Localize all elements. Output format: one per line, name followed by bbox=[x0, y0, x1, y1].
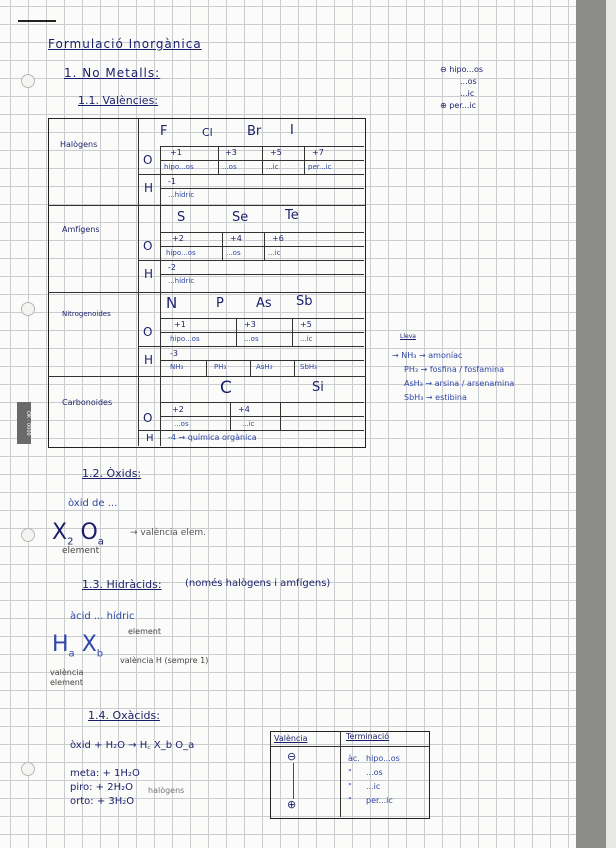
section-1-3-heading: 1.3. Hidràcids: bbox=[82, 578, 162, 591]
table-divider bbox=[160, 146, 161, 446]
punch-hole bbox=[21, 762, 35, 776]
prefix-piro: piro: + 2H₂O bbox=[70, 782, 134, 793]
suffix: ...os bbox=[174, 420, 189, 428]
h-suffix: AsH₃ bbox=[256, 363, 273, 371]
element-symbol: P bbox=[216, 296, 224, 311]
minus-sign: ⊖ bbox=[287, 750, 297, 763]
amfigens-label: Amfígens bbox=[62, 225, 100, 234]
col-line bbox=[230, 402, 231, 430]
row-line bbox=[270, 746, 429, 747]
suffix: ...os bbox=[244, 335, 259, 343]
val: +3 bbox=[244, 320, 256, 329]
halogens-el-i: I bbox=[290, 123, 294, 138]
prefix-os: ...os bbox=[460, 77, 477, 86]
suffix: hipo...os bbox=[170, 335, 200, 343]
h-suffix: NH₃ bbox=[170, 363, 184, 371]
val: +6 bbox=[272, 234, 284, 243]
h-suffix: PH₃ bbox=[214, 363, 227, 371]
halogens-el-f: F bbox=[160, 124, 168, 139]
ditto: àc. bbox=[348, 754, 360, 763]
suffix: ...os bbox=[226, 249, 241, 257]
hydrides-list bbox=[392, 349, 514, 405]
table-divider bbox=[138, 118, 139, 446]
termination-ditto bbox=[348, 752, 360, 808]
row-line bbox=[138, 174, 160, 175]
element-symbol: As bbox=[256, 296, 272, 311]
termination-col-ending: Terminació bbox=[346, 732, 390, 741]
val: +5 bbox=[300, 320, 312, 329]
val: +4 bbox=[238, 405, 250, 414]
col-line bbox=[280, 402, 281, 430]
element-symbol: Sb bbox=[296, 294, 313, 309]
row-line bbox=[160, 260, 364, 261]
carbonoids-label: Carbonoides bbox=[62, 398, 113, 407]
halogens-o: O bbox=[143, 153, 153, 167]
val: +4 bbox=[230, 234, 242, 243]
col-line bbox=[264, 232, 265, 260]
oxacid-note: halògens bbox=[148, 786, 185, 795]
val: +7 bbox=[312, 148, 324, 157]
hydride-nh3: → NH₃ → amoníac bbox=[392, 351, 463, 360]
row-line bbox=[160, 246, 364, 247]
formula-x: X bbox=[81, 632, 97, 657]
element-symbol: C bbox=[220, 378, 232, 398]
formula-h-sub: a bbox=[68, 648, 75, 660]
h-suffix: ...hídric bbox=[168, 277, 195, 285]
formula-o: O bbox=[80, 520, 98, 545]
hidracid-element-note: element bbox=[128, 627, 161, 636]
col-line bbox=[218, 146, 219, 174]
col-line bbox=[304, 146, 305, 174]
prefix-hipo: ⊖ hipo...os bbox=[440, 65, 484, 74]
ditto: " bbox=[348, 796, 352, 805]
suffix: ...ic bbox=[266, 163, 279, 171]
val: +3 bbox=[225, 148, 237, 157]
h-val: -2 bbox=[168, 263, 176, 272]
col-line bbox=[262, 146, 263, 174]
punch-hole bbox=[21, 528, 35, 542]
nitrogenoids-o: O bbox=[143, 325, 153, 339]
col-line bbox=[340, 731, 341, 817]
row-line bbox=[160, 360, 364, 361]
page-shadow bbox=[576, 0, 606, 848]
row-line bbox=[138, 260, 160, 261]
hidracid-valence-el: valència element bbox=[50, 668, 84, 687]
carbonoids-o: O bbox=[143, 411, 153, 425]
val: +1 bbox=[170, 148, 182, 157]
row-line bbox=[138, 430, 160, 431]
group-divider bbox=[48, 292, 366, 293]
nitrogenoids-h: H bbox=[144, 353, 154, 367]
h-suffix: SbH₃ bbox=[300, 363, 317, 371]
row-line bbox=[160, 232, 364, 233]
oxid-valence-note: → valència elem. bbox=[130, 528, 207, 538]
top-dash bbox=[18, 20, 56, 22]
hidracid-valence-h: valència H (sempre 1) bbox=[120, 656, 209, 665]
prefix-orto: orto: + 3H₂O bbox=[70, 796, 135, 807]
termination-list bbox=[366, 752, 400, 808]
suffix: hipo...os bbox=[166, 249, 196, 257]
amfigens-o: O bbox=[143, 239, 153, 253]
page-title: Formulació Inorgànica bbox=[48, 37, 202, 51]
val: +1 bbox=[174, 320, 186, 329]
oxid-formula bbox=[52, 520, 104, 547]
suffix: ...os bbox=[222, 163, 237, 171]
col-line bbox=[292, 318, 293, 346]
row-line bbox=[160, 174, 364, 175]
section-1-4-heading: 1.4. Oxàcids: bbox=[88, 709, 160, 722]
termination-per: per...ic bbox=[366, 796, 393, 805]
group-divider bbox=[48, 205, 366, 206]
formula-x-sub: 2 bbox=[67, 536, 74, 548]
formula-h: H bbox=[52, 632, 69, 657]
col-line bbox=[222, 232, 223, 260]
hidracid-formula bbox=[52, 632, 103, 659]
section-1-heading: 1. No Metalls: bbox=[64, 66, 161, 80]
arrow-shaft bbox=[293, 763, 294, 799]
formula-x: X bbox=[52, 520, 68, 545]
suffix: hipo...os bbox=[164, 163, 194, 171]
section-1-1-heading: 1.1. Valències: bbox=[78, 94, 159, 107]
row-line bbox=[160, 346, 364, 347]
hydride-sbh3: SbH₃ → estibina bbox=[404, 393, 467, 402]
oxacid-equation: òxid + H₂O → H꜀ X_b O_a bbox=[70, 740, 195, 751]
prefix-ic: ...ic bbox=[460, 89, 475, 98]
row-line bbox=[160, 188, 364, 189]
suffix: ...ic bbox=[268, 249, 281, 257]
h-val: -3 bbox=[170, 349, 178, 358]
row-line bbox=[138, 346, 160, 347]
oxid-element-note: element bbox=[62, 546, 100, 556]
group-divider bbox=[48, 376, 366, 377]
col-line bbox=[206, 360, 207, 376]
row-line bbox=[160, 430, 364, 431]
suffix: ...ic bbox=[300, 335, 313, 343]
element-symbol: Se bbox=[232, 210, 249, 225]
h-val: -4 → química orgànica bbox=[168, 433, 257, 442]
element-symbol: S bbox=[177, 210, 186, 225]
row-line bbox=[160, 318, 364, 319]
h-val: -1 bbox=[168, 177, 176, 186]
row-line bbox=[160, 402, 364, 403]
termination-os: ...os bbox=[366, 768, 383, 777]
hydrides-heading: Lleva bbox=[400, 333, 416, 340]
suffix: per...ic bbox=[308, 163, 332, 171]
section-1-2-heading: 1.2. Òxids: bbox=[82, 467, 142, 480]
row-line bbox=[160, 416, 364, 417]
row-line bbox=[160, 332, 364, 333]
carbonoids-h: H bbox=[146, 433, 154, 444]
col-line bbox=[294, 360, 295, 376]
page-edge bbox=[606, 0, 616, 848]
hidracid-naming: àcid ... hídric bbox=[70, 611, 135, 622]
termination-hipo: hipo...os bbox=[366, 754, 400, 763]
ditto: " bbox=[348, 782, 352, 791]
halogens-el-br: Br bbox=[247, 124, 262, 139]
halogens-el-cl: Cl bbox=[202, 126, 213, 139]
punch-hole bbox=[21, 302, 35, 316]
oxid-naming: òxid de ... bbox=[68, 498, 118, 509]
halogens-label: Halògens bbox=[60, 140, 98, 149]
margin-stamp: OK · 0000 bbox=[17, 402, 31, 444]
element-symbol: Si bbox=[312, 380, 324, 395]
ditto: " bbox=[348, 768, 352, 777]
termination-ic: ...ic bbox=[366, 782, 381, 791]
col-line bbox=[236, 318, 237, 346]
suffix: ...ic bbox=[242, 420, 255, 428]
col-line bbox=[250, 360, 251, 376]
prefix-per: ⊕ per...ic bbox=[440, 101, 477, 110]
hydride-ph3: PH₃ → fosfina / fosfamina bbox=[404, 365, 505, 374]
hydride-ash3: AsH₃ → arsina / arsenamina bbox=[404, 379, 515, 388]
row-line bbox=[160, 274, 364, 275]
prefix-note bbox=[440, 64, 483, 112]
formula-x-sub: b bbox=[96, 648, 104, 660]
val: +2 bbox=[172, 405, 184, 414]
val: +5 bbox=[270, 148, 282, 157]
plus-sign: ⊕ bbox=[287, 798, 297, 811]
val: +2 bbox=[172, 234, 184, 243]
nitrogenoids-label: Nitrogenoides bbox=[62, 310, 111, 318]
oxacid-prefixes bbox=[70, 767, 140, 809]
h-suffix: ...hídric bbox=[168, 191, 195, 199]
termination-col-valence: València bbox=[274, 734, 308, 743]
formula-o-sub: a bbox=[97, 536, 104, 548]
element-symbol: Te bbox=[285, 208, 299, 223]
element-symbol: N bbox=[166, 294, 178, 312]
prefix-meta: meta: + 1H₂O bbox=[70, 768, 140, 779]
section-1-3-note: (només halògens i amfígens) bbox=[185, 578, 331, 589]
amfigens-h: H bbox=[144, 267, 154, 281]
halogens-h: H bbox=[144, 181, 154, 195]
punch-hole bbox=[21, 74, 35, 88]
